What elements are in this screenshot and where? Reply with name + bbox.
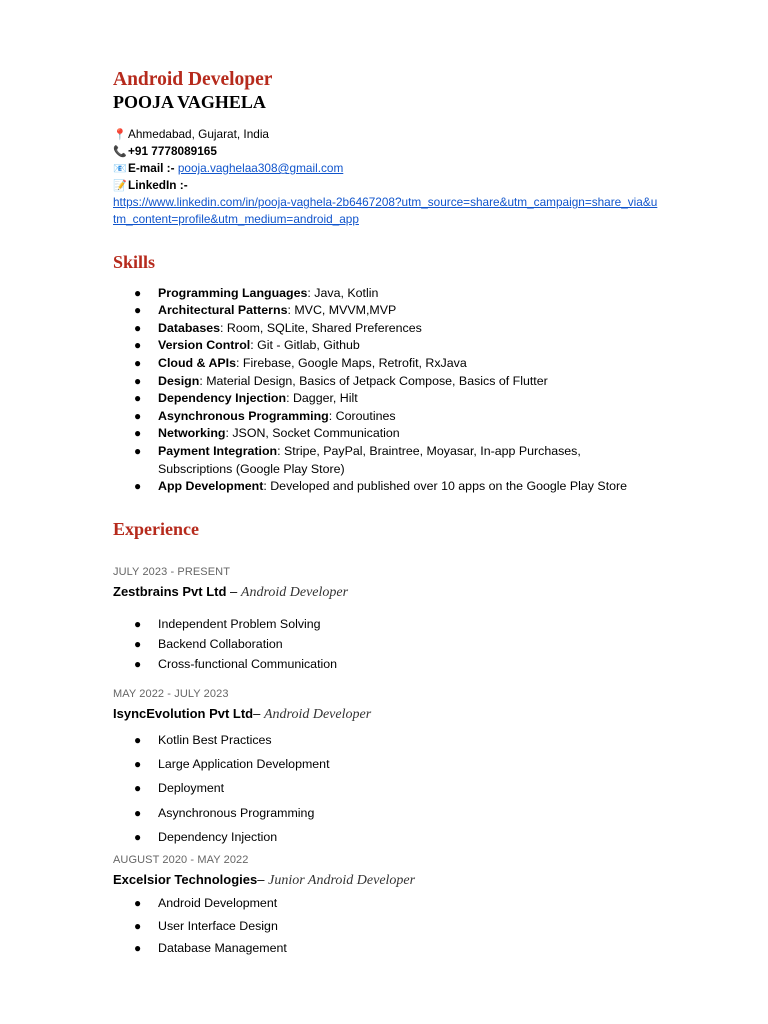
skill-label: Architectural Patterns (158, 303, 288, 318)
duty-text: Independent Problem Solving (158, 616, 321, 631)
skill-value: : JSON, Socket Communication (225, 426, 400, 441)
bullet-icon: ● (134, 285, 142, 300)
duty-text: Large Application Development (158, 756, 330, 771)
bullet-icon: ● (134, 918, 142, 933)
skill-item (113, 337, 658, 355)
bullet-icon: ● (134, 756, 142, 771)
job-role: Android Developer (263, 706, 372, 722)
bullet-icon: ● (134, 616, 142, 631)
bullet-icon: ● (134, 355, 142, 370)
duties-list (113, 728, 658, 849)
linkedin-label: LinkedIn :- (128, 178, 188, 192)
phone-number: +91 7778089165 (128, 144, 217, 158)
job-separator: – (257, 872, 269, 888)
skill-label: Design (158, 373, 200, 388)
job-separator: – (253, 705, 264, 721)
company-name: Excelsior Technologies (113, 872, 258, 888)
skill-label: Networking (158, 426, 226, 441)
bullet-icon: ● (134, 303, 142, 318)
skill-item (113, 408, 658, 426)
resume-page (113, 68, 658, 960)
skills-heading: Skills (113, 251, 156, 272)
duty-text: User Interface Design (158, 918, 278, 933)
job-separator: – (226, 583, 241, 599)
duty-item (113, 614, 658, 634)
job-heading (113, 705, 658, 724)
duty-text: Backend Collaboration (158, 637, 283, 652)
bullet-icon: ● (134, 657, 142, 672)
duty-text: Database Management (158, 941, 287, 956)
skill-item (113, 478, 658, 496)
email-label: E-mail :- (128, 161, 175, 175)
location-text: Ahmedabad, Gujarat, India (128, 127, 269, 141)
duty-text: Kotlin Best Practices (158, 732, 272, 747)
skill-label: Dependency Injection (158, 391, 287, 406)
envelope-icon: 📧 (113, 163, 127, 175)
skill-item (113, 320, 658, 338)
memo-icon: 📝 (113, 180, 127, 192)
job-role: Junior Android Developer (268, 873, 416, 889)
skill-value: : Java, Kotlin (307, 285, 379, 300)
job-dates: AUGUST 2020 - MAY 2022 (113, 854, 249, 867)
bullet-icon: ● (134, 373, 142, 388)
bullet-icon: ● (134, 426, 142, 441)
bullet-icon: ● (134, 408, 142, 423)
job-dates: MAY 2022 - JULY 2023 (113, 687, 229, 700)
duty-text: Dependency Injection (158, 829, 278, 844)
skill-label: Version Control (158, 338, 251, 353)
duty-item (113, 915, 658, 938)
phone-line (113, 143, 658, 160)
company-name: Zestbrains Pvt Ltd (113, 583, 227, 599)
skill-item (113, 302, 658, 320)
job-entry (113, 687, 658, 849)
bullet-icon: ● (134, 941, 142, 956)
skill-value: : Git - Gitlab, Github (250, 338, 360, 353)
skill-label: App Development (158, 479, 264, 494)
duty-item (113, 801, 658, 825)
duty-item (113, 937, 658, 960)
duty-item (113, 825, 658, 849)
skill-label: Asynchronous Programming (158, 408, 329, 423)
skill-label: Cloud & APIs (158, 355, 237, 370)
bullet-icon: ● (134, 479, 142, 494)
job-entry (113, 853, 658, 960)
skill-value: : Material Design, Basics of Jetpack Compose, Basics of Flutter (199, 373, 548, 388)
skill-item (113, 373, 658, 391)
job-heading (113, 583, 658, 602)
skill-value: : Firebase, Google Maps, Retrofit, RxJava (236, 355, 467, 370)
skill-item (113, 390, 658, 408)
duty-item (113, 776, 658, 800)
contact-block (113, 126, 658, 228)
skill-value: : Coroutines (328, 408, 396, 423)
skill-label: Databases (158, 320, 220, 335)
skill-value: : Room, SQLite, Shared Preferences (220, 320, 422, 335)
candidate-name: POOJA VAGHELA (113, 92, 266, 112)
duty-item (113, 728, 658, 752)
experience-heading: Experience (113, 518, 199, 539)
bullet-icon: ● (134, 896, 142, 911)
company-name: IsyncEvolution Pvt Ltd (113, 705, 254, 721)
job-dates: JULY 2023 - PRESENT (113, 565, 231, 578)
phone-icon: 📞 (113, 146, 127, 158)
role-title: Android Developer (113, 69, 273, 90)
job-role: Android Developer (240, 584, 349, 600)
skill-item (113, 285, 658, 303)
duty-item (113, 752, 658, 776)
bullet-icon: ● (134, 338, 142, 353)
skill-item (113, 443, 658, 478)
skill-value: : Stripe, PayPal, Braintree, Moyasar, In-app Purchases, Subscriptions (Google Play Store) (158, 443, 581, 476)
duty-item (113, 892, 658, 915)
experience-list (113, 565, 658, 960)
bullet-icon: ● (134, 781, 142, 796)
bullet-icon: ● (134, 805, 142, 820)
duties-list (113, 614, 658, 675)
skill-item (113, 355, 658, 373)
bullet-icon: ● (134, 829, 142, 844)
bullet-icon: ● (134, 391, 142, 406)
skill-value: : Dagger, Hilt (286, 391, 358, 406)
duties-list (113, 892, 658, 960)
skill-label: Programming Languages (158, 285, 308, 300)
skill-value: : Developed and published over 10 apps on the Google Play Store (263, 479, 628, 494)
skill-label: Payment Integration (158, 443, 278, 458)
job-entry (113, 565, 658, 675)
email-link[interactable]: pooja.vaghelaa308@gmail.com (177, 161, 344, 175)
skill-value: : MVC, MVVM,MVP (287, 303, 397, 318)
linkedin-link[interactable]: https://www.linkedin.com/in/pooja-vaghela-2b6467208?utm_source=share&utm_campaign=share_via&utm_content=profile&utm_medium=android_app (113, 195, 658, 226)
map-pin-icon: 📍 (113, 129, 127, 141)
job-heading (113, 871, 658, 890)
bullet-icon: ● (134, 637, 142, 652)
duty-text: Cross-functional Communication (158, 657, 338, 672)
duty-item (113, 654, 658, 674)
linkedin-line (113, 177, 658, 194)
location-line (113, 126, 658, 143)
bullet-icon: ● (134, 443, 142, 458)
email-line (113, 160, 658, 177)
skills-list (113, 285, 658, 496)
duty-item (113, 634, 658, 654)
duty-text: Android Development (158, 896, 278, 911)
bullet-icon: ● (134, 732, 142, 747)
bullet-icon: ● (134, 320, 142, 335)
skill-item (113, 425, 658, 443)
duty-text: Asynchronous Programming (158, 805, 315, 820)
duty-text: Deployment (158, 781, 225, 796)
